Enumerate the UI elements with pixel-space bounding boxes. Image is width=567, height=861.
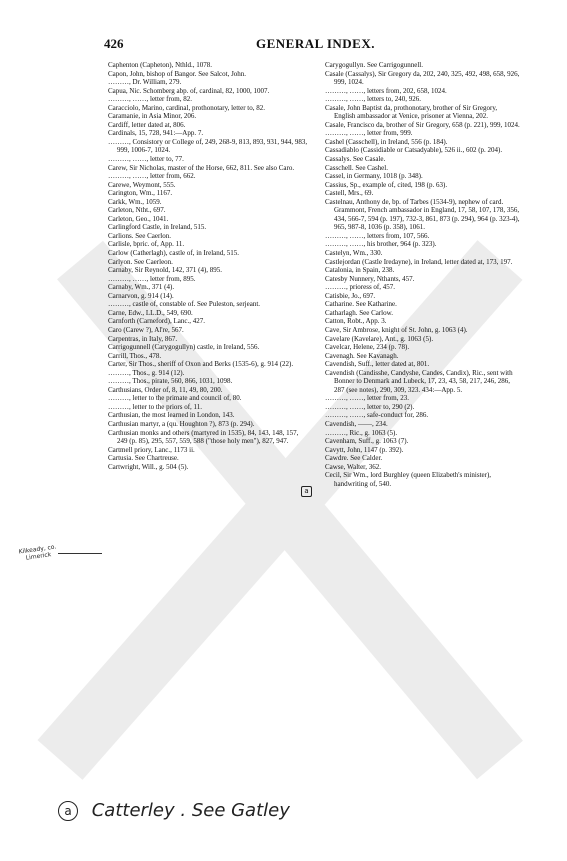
index-entry: Carygogullyn. See Carrigogunnell. xyxy=(325,61,423,69)
index-entry: Carthusian martyr, a (qu. Houghton ?), 873 (p. 294). xyxy=(108,419,255,428)
index-entry: Carrigogunnell (Carygogullyn) castle, in Ireland, 556. xyxy=(108,343,260,352)
index-entry: Carrill, Thos., 478. xyxy=(108,351,162,360)
index-entry: ………, ……, letters to, 240, 926. xyxy=(325,95,422,104)
index-entry: ………, ……, letter from, 82. xyxy=(108,95,192,104)
index-entry: Carnaby, Sir Reynold, 142, 371 (4), 895. xyxy=(108,266,223,275)
index-entry: Carew, Sir Nicholas, master of the Horse, 662, 811. See also Caro. xyxy=(108,163,295,172)
index-entry: ………, ……, letter from, 23. xyxy=(325,394,409,403)
annotation-marker: a xyxy=(301,486,312,497)
index-entry: Carington, Wm., 1167. xyxy=(108,189,173,198)
index-entry: Catisbie, Jo., 697. xyxy=(325,291,376,300)
index-entry: ………, letter to the primate and council of, 80. xyxy=(108,394,242,403)
index-entry: Carlions. See Caerlon. xyxy=(108,231,171,240)
index-entry: ………, ……, letter from, 895. xyxy=(108,274,196,283)
index-entry: ………, ……, safe-conduct for, 286. xyxy=(325,411,429,420)
index-entry: Caracciolo, Marino, cardinal, prothonotary, letter to, 82. xyxy=(108,103,265,112)
page-header xyxy=(0,36,567,56)
index-entry: Cartwright, Will., g. 504 (5). xyxy=(108,462,189,471)
index-entry: Carewe, Weymont, 555. xyxy=(108,180,176,189)
index-entry: Carthusian, the most learned in London, 143. xyxy=(108,411,235,420)
index-entry: Catalonia, in Spain, 238. xyxy=(325,266,395,275)
index-entry: Cavenham, Suff., g. 1063 (7). xyxy=(325,437,409,446)
index-entry: Cavendish, ——, 234. xyxy=(325,419,388,428)
index-entry: Carnarvon, g. 914 (14). xyxy=(108,291,174,300)
index-entry: Casale, Francisco da, brother of Sir Gregory, 658 (p. 221), 999, 1024. xyxy=(325,120,520,129)
index-entry: Catharine. See Katharine. xyxy=(325,300,397,309)
index-column-left xyxy=(108,61,308,471)
index-entry: Cavelcar, Helene, 234 (p. 78). xyxy=(325,343,410,352)
index-entry: ………, ……, letters from, 107, 566. xyxy=(325,231,430,240)
index-entry: Capon, John, bishop of Bangor. See Salcot, John. xyxy=(108,69,247,78)
index-entry: ………, letter to the priors of, 11. xyxy=(108,402,203,411)
index-entry: Carnaby, Wm., 371 (4). xyxy=(108,283,175,292)
index-entry: ………, Ric., g. 1063 (5). xyxy=(325,428,398,437)
index-entry: Cavendish (Candisshe, Candyshe, Candes, Candix), Ric., sent with Bonner to Denmark and Lubeck, 17, 23, 43, 58, 217, 246, 286, 287 (see notes), 290, 309, 323. 434:—App. 5. xyxy=(325,368,513,394)
index-entry: Catesby Nunnery, Nthants, 457. xyxy=(325,274,415,283)
index-entry: Carthusians, Order of, 8, 11, 49, 80, 200. xyxy=(108,385,223,394)
index-entry: Casale, John Baptist da, prothonotary, brother of Sir Gregory, English ambassador at Venice, prisoner at Vienna, 202. xyxy=(325,103,498,121)
index-entry: Capua, Nic. Schomberg abp. of, cardinal, 82, 1000, 1007. xyxy=(108,86,270,95)
index-entry: ………, ……, letter to, 77. xyxy=(108,155,184,164)
index-entry: Cavenagh. See Kavanagh. xyxy=(325,351,399,360)
index-entry: Cassel, in Germany, 1018 (p. 348). xyxy=(325,172,423,181)
index-entry: Cawdre. See Calder. xyxy=(325,454,383,463)
index-entry: ………, castle of, constable of. See Puleston, serjeant. xyxy=(108,300,261,309)
index-entry: Caro (Carew ?), Al're, 567. xyxy=(108,325,184,334)
index-entry: Cassius, Sp., example of, cited, 198 (p. 63). xyxy=(325,180,448,189)
index-entry: Carnforth (Carneford), Lanc., 427. xyxy=(108,317,205,326)
index-entry: ………, Thos., g. 914 (12). xyxy=(108,368,185,377)
index-entry: ………, ……, letter from, 662. xyxy=(108,172,196,181)
index-entry: ………, Consistory or College of, 249, 268-9, 813, 893, 931, 944, 983, 999, 1006-7, 1024. xyxy=(108,137,308,155)
index-entry: Cassalys. See Casale. xyxy=(325,155,386,164)
index-entry: Carleton, Ntht., 697. xyxy=(108,206,166,215)
handwritten-footnote xyxy=(58,800,378,826)
index-entry: Carlisle, bpric. of, App. 11. xyxy=(108,240,185,249)
footnote-text: Catterley . See Gatley xyxy=(91,800,290,821)
index-entry: Carlingford Castle, in Ireland, 515. xyxy=(108,223,207,232)
index-entry: Cavytt, John, 1147 (p. 392). xyxy=(325,445,404,454)
index-entry: ………, ……, letter from, 999. xyxy=(325,129,413,138)
footnote-marker: a xyxy=(58,801,78,821)
index-entry: Cavendish, Suff., letter dated at, 801. xyxy=(325,360,430,369)
index-entry: Cardinals, 15, 728, 941:—App. 7. xyxy=(108,129,204,138)
index-entry: Carkk, Wm., 1059. xyxy=(108,197,162,206)
index-entry: Carne, Edw., LL.D., 549, 690. xyxy=(108,308,193,317)
index-entry: ………, prioress of, 457. xyxy=(325,283,395,292)
index-entry: Castelnau, Anthony de, bp. of Tarbes (1534-9), nephew of card. Grammont, French ambassador in England, 17, 58, 107, 178, 356, 434, 566-7, 594 (p. 197), 732-3, 861, 873 (p. 294), 964 (p. 323-4), 965, 987-8, 1036 (p. 358), 1061. xyxy=(325,197,520,232)
index-entry: Castelyn, Wm., 330. xyxy=(325,249,383,258)
page-number: 426 xyxy=(104,36,124,51)
index-entry: Carthusian monks and others (martyred in 1535), 84, 143, 148, 157, 249 (p. 85), 295, 557, 559, 588 ("those holy men"), 827, 947. xyxy=(108,428,299,446)
index-entry: Cawse, Walter, 362. xyxy=(325,462,381,471)
page-title: GENERAL INDEX. xyxy=(256,36,375,51)
index-entry: ………, Thos., pirate, 560, 866, 1031, 1098. xyxy=(108,377,233,386)
index-entry: Cartmell priory, Lanc., 1173 ii. xyxy=(108,445,195,454)
index-entry: Carleton, Geo., 1041. xyxy=(108,214,169,223)
index-entry: Cardiff, letter dated at, 806. xyxy=(108,120,186,129)
index-entry: Carpentras, in Italy, 867. xyxy=(108,334,178,343)
index-entry: Carlow (Catherlagh), castle of, in Ireland, 515. xyxy=(108,249,240,258)
index-entry: Casschell. See Cashel. xyxy=(325,163,388,172)
index-entry: Castell, Mrs., 69. xyxy=(325,189,374,198)
index-entry: Casale (Cassalys), Sir Gregory da, 202, 240, 325, 492, 498, 658, 926, 999, 1024. xyxy=(325,69,520,87)
margin-note-pointer xyxy=(58,553,102,554)
index-entry: Carter, Sir Thos., sheriff of Oxon and Berks (1535-6), g. 914 (22). xyxy=(108,360,294,369)
index-entry: Catton, Robt., App. 3. xyxy=(325,317,387,326)
index-entry: Cartusia. See Chartreuse. xyxy=(108,454,179,463)
index-entry: Cave, Sir Ambrose, knight of St. John, g. 1063 (4). xyxy=(325,325,468,334)
index-column-right xyxy=(325,61,520,488)
index-entry: Castlejordan (Castle Iredayne), in Ireland, letter dated at, 173, 197. xyxy=(325,257,513,266)
index-entry: Caphenton (Capheton), Nthld., 1078. xyxy=(108,61,213,69)
index-entry: Cassadiablo (Cassidiable or Catsadyable), 526 ii., 602 (p. 204). xyxy=(325,146,503,155)
index-entry: Cecil, Sir Wm., lord Burghley (queen Elizabeth's minister), handwriting of, 540. xyxy=(325,471,492,488)
index-entry: ………, Dr. William, 279. xyxy=(108,78,182,87)
index-entry: ………, ……, letters from, 202, 658, 1024. xyxy=(325,86,447,95)
index-entry: Cavelare (Kavelare), Ant., g. 1063 (5). xyxy=(325,334,434,343)
index-entry: Caramanie, in Asia Minor, 206. xyxy=(108,112,197,121)
handwritten-margin-note: Kilkeady, co. Limerick xyxy=(18,543,57,562)
index-entry: ………, ……, his brother, 964 (p. 323). xyxy=(325,240,437,249)
index-entry: Carlyon. See Caerleon. xyxy=(108,257,173,266)
index-entry: Cashel (Casschell), in Ireland, 556 (p. 184). xyxy=(325,137,448,146)
index-entry: ………, ……, letter to, 290 (2). xyxy=(325,402,415,411)
index-entry: Catharlagh. See Carlow. xyxy=(325,308,393,317)
